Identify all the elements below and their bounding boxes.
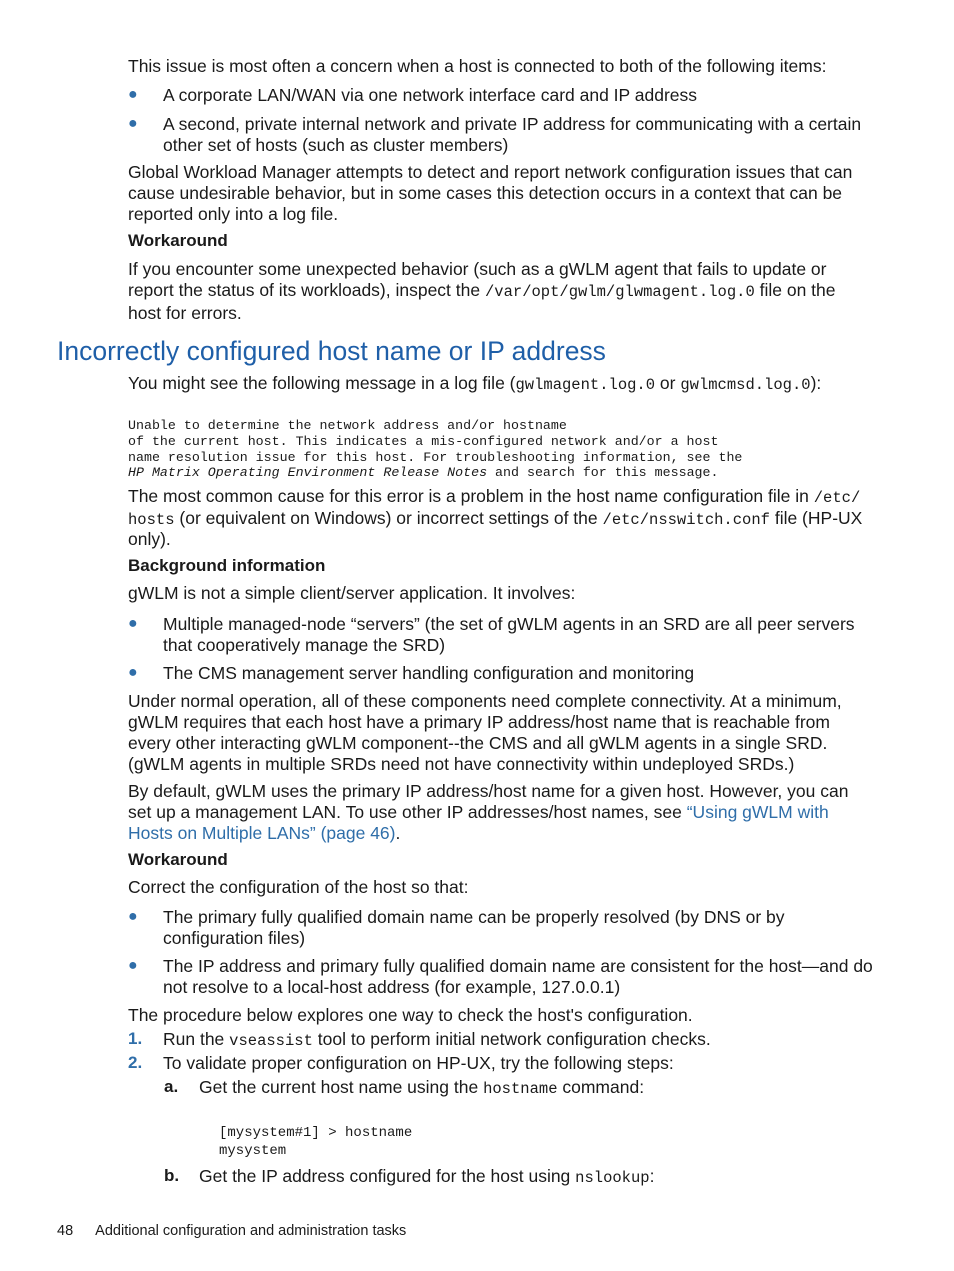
text: If you encounter some unexpected behavior (such as a gWLM agent that fails to update or report the status of its workloads), inspect the [128, 259, 827, 300]
list-item: A second, private internal network and private IP address for communicating with a certain other set of hosts (such as cluster members) [163, 114, 862, 155]
bullet-icon: ● [128, 86, 138, 103]
doc-title: HP Matrix Operating Environment Release Notes [128, 465, 488, 481]
log-file-name: gwlmagent.log.0 [515, 376, 656, 394]
text: : [649, 1166, 655, 1186]
substep-letter: a. [164, 1077, 179, 1096]
list-item: A corporate LAN/WAN via one network interface card and IP address [163, 85, 698, 105]
text: (or equivalent on Windows) or incorrect settings of the [179, 508, 598, 528]
intro-paragraph: This issue is most often a concern when a host is connected to both of the following items: [128, 56, 827, 76]
substep-item [199, 1077, 873, 1100]
list-item: The IP address and primary fully qualified domain name are consistent for the host—and do not resolve to a local-host address (for example, 127.0.0.1) [163, 956, 873, 997]
command-name: hostname [483, 1080, 558, 1098]
code-line [128, 465, 742, 481]
hostname-codeblock [219, 1124, 412, 1160]
text: Run the [163, 1029, 225, 1049]
code-line: mysystem [219, 1143, 287, 1159]
text: file (HP-UX [774, 508, 863, 528]
text: . [395, 823, 401, 843]
paragraph [128, 781, 873, 844]
workaround-heading: Workaround [128, 231, 228, 250]
log-path: /var/opt/gwlm/glwmagent.log.0 [485, 283, 755, 301]
error-message-codeblock [128, 418, 742, 481]
step-item [163, 1029, 873, 1052]
footer [57, 1223, 406, 1239]
text: You might see the following message in a log file ( [128, 373, 516, 393]
text: or [659, 373, 676, 393]
paragraph: Correct the configuration of the host so that: [128, 877, 469, 897]
substep-letter: b. [164, 1166, 180, 1185]
text: The most common cause for this error is a problem in the host name configuration file in [128, 486, 809, 506]
bullet-icon: ● [128, 115, 138, 132]
text: and search for this message. [487, 465, 719, 481]
page-number: 48 [57, 1223, 74, 1239]
cause-line-3: only). [128, 529, 171, 549]
config-path: hosts [128, 511, 175, 529]
code-line: [mysystem#1] > hostname [219, 1125, 413, 1141]
command-name: nslookup [575, 1169, 650, 1187]
list-item: Multiple managed-node “servers” (the set of gWLM agents in an SRD are all peer servers that cooperatively manage the SRD) [163, 614, 855, 655]
config-path: /etc/nsswitch.conf [602, 511, 770, 529]
text: command: [562, 1077, 645, 1097]
text: Get the IP address configured for the host using [199, 1166, 571, 1186]
section-title: Incorrectly configured host name or IP address [57, 336, 606, 366]
workaround-paragraph [128, 259, 873, 324]
paragraph [128, 373, 873, 396]
code-line: Unable to determine the network address and/or hostname [128, 418, 567, 433]
text: Get the current host name using the [199, 1077, 479, 1097]
log-file-name: gwlmcmsd.log.0 [680, 376, 811, 394]
bullet-icon: ● [128, 664, 138, 681]
config-path: /etc/ [813, 489, 861, 507]
text: file on the host for errors. [128, 280, 836, 323]
code-line: name resolution issue for this host. For troubleshooting information, see the [128, 449, 743, 465]
workaround-heading: Workaround [128, 850, 228, 869]
code-line: of the current host. This indicates a mis-configured network and/or a host [128, 433, 719, 449]
text: tool to perform initial network configuration checks. [317, 1029, 711, 1049]
list-item: The CMS management server handling configuration and monitoring [163, 663, 695, 683]
paragraph: Global Workload Manager attempts to detect and report network configuration issues that can cause undesirable behavior, but in some cases this detection occurs in a context that can be reported only into a log file. [128, 162, 853, 224]
footer-title: Additional configuration and administration tasks [95, 1223, 407, 1239]
tool-name: vseassist [229, 1032, 313, 1050]
text: By default, gWLM uses the primary IP address/host name for a given host. However, you can set up a management LAN. To use other IP addresses/host names, see [128, 781, 849, 822]
bullet-icon: ● [128, 957, 138, 974]
paragraph: Under normal operation, all of these components need complete connectivity. At a minimum, gWLM requires that each host have a primary IP address/host name that is reachable from every other interacting gWLM component--the CMS and all gWLM agents in a single SRD. (gWLM agents in multiple SRDs need not have connectivity within undeployed SRDs.) [128, 691, 842, 774]
cross-reference-link[interactable]: “Using gWLM with Hosts on Multiple LANs” (page 46) [128, 802, 829, 843]
text: ): [810, 373, 822, 393]
background-heading: Background information [128, 556, 326, 575]
substep-item [199, 1166, 873, 1189]
cause-line-2 [128, 508, 873, 531]
bullet-icon: ● [128, 908, 138, 925]
step-number: 1. [128, 1029, 143, 1048]
bullet-icon: ● [128, 615, 138, 632]
step-item: To validate proper configuration on HP-UX, try the following steps: [163, 1053, 674, 1073]
cause-line-1 [128, 486, 873, 509]
paragraph: gWLM is not a simple client/server application. It involves: [128, 583, 576, 603]
step-number: 2. [128, 1053, 143, 1072]
list-item: The primary fully qualified domain name can be properly resolved (by DNS or by configuration files) [163, 907, 785, 948]
paragraph: The procedure below explores one way to check the host's configuration. [128, 1005, 693, 1025]
